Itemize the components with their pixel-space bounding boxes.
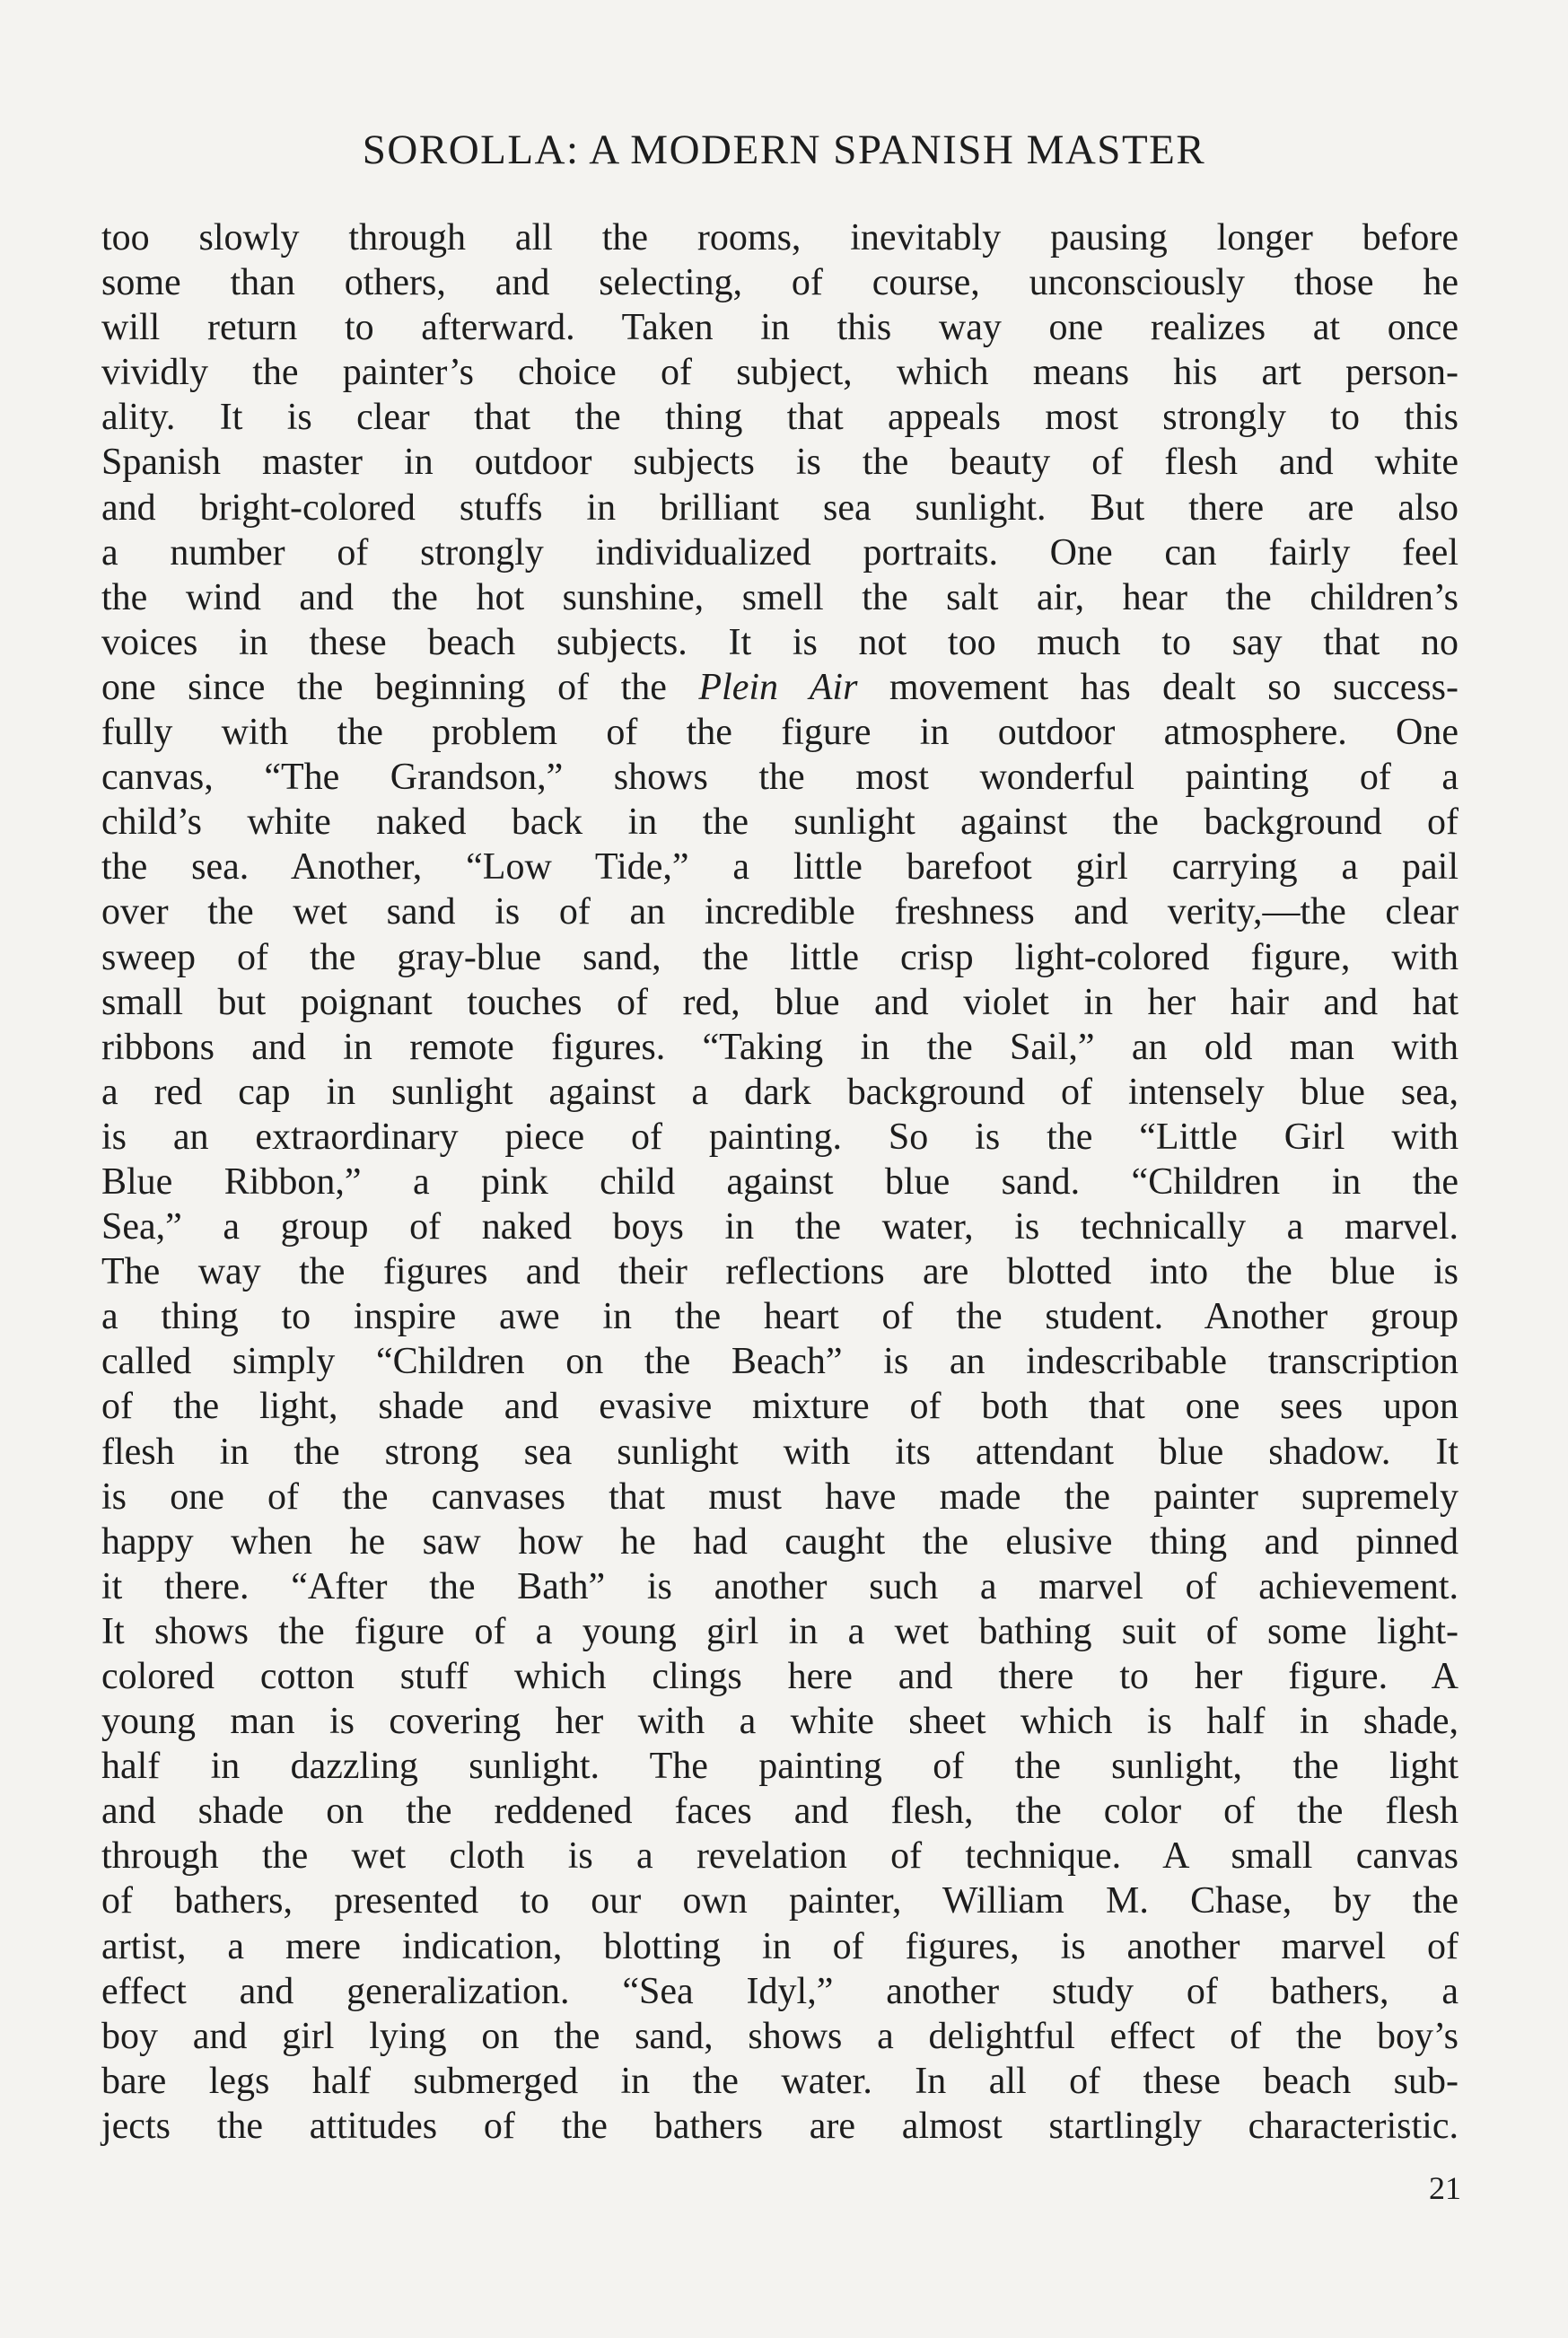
text-line: the sea. Another, “Low Tide,” a little barefoot girl carrying a pail <box>101 846 1459 889</box>
text-line: over the wet sand is of an incredible freshness and verity,—the clear <box>101 891 1459 933</box>
page-number: 21 <box>1429 2170 1461 2206</box>
text-line: small but poignant touches of red, blue and violet in her hair and hat <box>101 981 1459 1023</box>
text-line: bare legs half submerged in the water. In all of these beach sub- <box>101 2060 1459 2102</box>
text-line: a red cap in sunlight against a dark background of intensely blue sea, <box>101 1071 1459 1113</box>
text-line: the wind and the hot sunshine, smell the salt air, hear the children’s <box>101 576 1459 618</box>
text-line: boy and girl lying on the sand, shows a delightful effect of the boy’s <box>101 2015 1459 2057</box>
text-line: a number of strongly individualized portraits. One can fairly feel <box>101 531 1459 574</box>
text-line: Spanish master in outdoor subjects is the beauty of flesh and white <box>101 442 1459 484</box>
text-line: and shade on the reddened faces and flesh, the color of the flesh <box>101 1791 1459 1833</box>
text-line: of bathers, presented to our own painter, William M. Chase, by the <box>101 1880 1459 1922</box>
text-line: effect and generalization. “Sea Idyl,” another study of bathers, a <box>101 1970 1459 2012</box>
text-line: Sea,” a group of naked boys in the water, is technically a marvel. <box>101 1206 1459 1248</box>
text-line: child’s white naked back in the sunlight against the background of <box>101 801 1459 844</box>
italic-term: Plein Air <box>698 666 858 708</box>
text-line: artist, a mere indication, blotting in of figures, is another marvel of <box>101 1925 1459 1967</box>
text-line: flesh in the strong sea sunlight with its attendant blue shadow. It <box>101 1431 1459 1473</box>
text-line: one since the beginning of the Plein Air movement has dealt so success- <box>101 666 1459 708</box>
text-line: half in dazzling sunlight. The painting of the sunlight, the light <box>101 1746 1459 1788</box>
text-line: vividly the painter’s choice of subject, which means his art person- <box>101 352 1459 394</box>
text-line: fully with the problem of the figure in outdoor atmosphere. One <box>101 712 1459 754</box>
text-line: voices in these beach subjects. It is not too much to say that no <box>101 621 1459 663</box>
running-header: SOROLLA: A MODERN SPANISH MASTER <box>362 127 1206 173</box>
text-line: of the light, shade and evasive mixture of both that one sees upon <box>101 1386 1459 1428</box>
text-line: is one of the canvases that must have made the painter supremely <box>101 1475 1459 1518</box>
text-line: ality. It is clear that the thing that appeals most strongly to this <box>101 397 1459 439</box>
text-line: called simply “Children on the Beach” is an indescribable transcription <box>101 1341 1459 1383</box>
text-line: canvas, “The Grandson,” shows the most wonderful painting of a <box>101 757 1459 799</box>
text-line: is an extraordinary piece of painting. So is the “Little Girl with <box>101 1116 1459 1158</box>
text-line: It shows the figure of a young girl in a wet bathing suit of some light- <box>101 1610 1459 1652</box>
text-line: too slowly through all the rooms, inevitably pausing longer before <box>101 217 1459 258</box>
text-line: some than others, and selecting, of course, unconsciously those he <box>101 262 1459 304</box>
text-line: jects the attitudes of the bathers are almost startlingly characteristic. <box>101 2105 1459 2147</box>
text-line: sweep of the gray-blue sand, the little crisp light-colored figure, with <box>101 936 1459 978</box>
body-text <box>101 215 1459 2149</box>
text-line: through the wet cloth is a revelation of technique. A small canvas <box>101 1835 1459 1878</box>
text-line: colored cotton stuff which clings here and there to her figure. A <box>101 1656 1459 1697</box>
text-line: will return to afterward. Taken in this way one realizes at once <box>101 307 1459 349</box>
text-line: young man is covering her with a white sheet which is half in shade, <box>101 1701 1459 1743</box>
text-line: and bright-colored stuffs in brilliant sea sunlight. But there are also <box>101 486 1459 529</box>
text-line: it there. “After the Bath” is another such a marvel of achievement. <box>101 1565 1459 1607</box>
text-line: a thing to inspire awe in the heart of the student. Another group <box>101 1296 1459 1338</box>
text-line: happy when he saw how he had caught the elusive thing and pinned <box>101 1520 1459 1563</box>
text-line: The way the figures and their reflections are blotted into the blue is <box>101 1251 1459 1293</box>
text-line: ribbons and in remote figures. “Taking in the Sail,” an old man with <box>101 1026 1459 1068</box>
text-line: Blue Ribbon,” a pink child against blue sand. “Children in the <box>101 1160 1459 1203</box>
